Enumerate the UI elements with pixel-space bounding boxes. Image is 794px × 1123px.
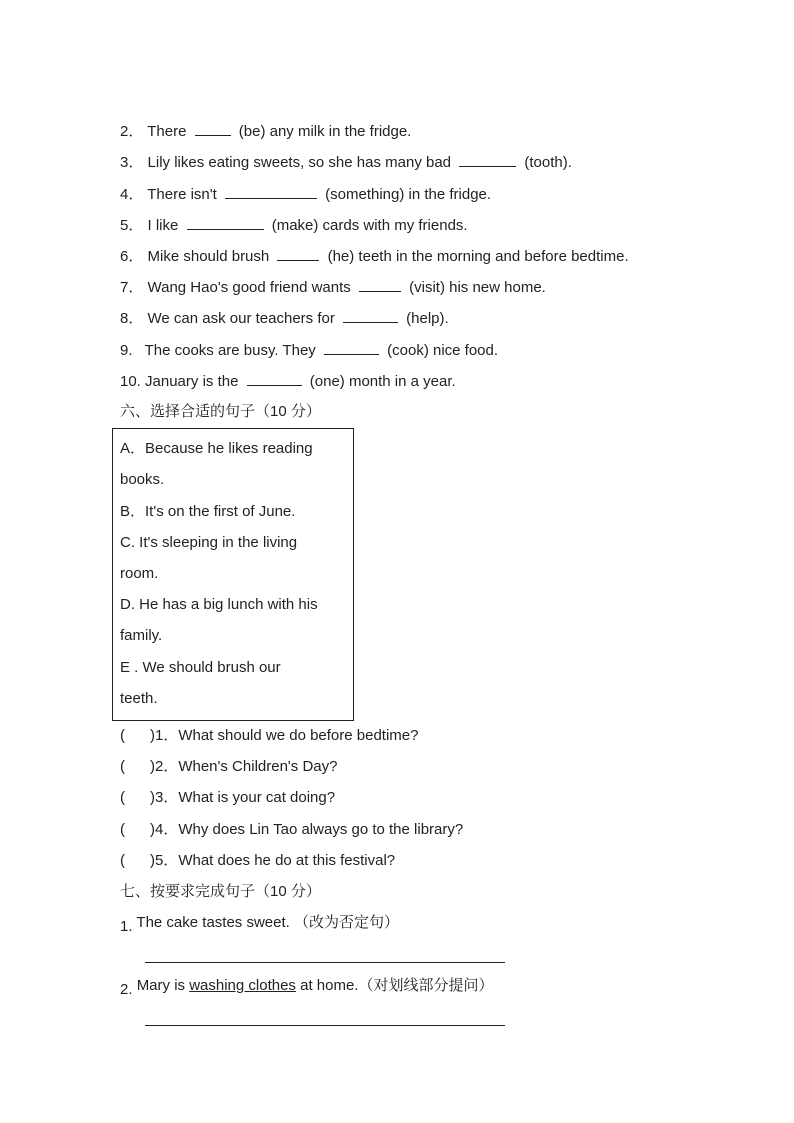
fill-item-2 <box>120 121 411 142</box>
question-1 <box>120 726 419 746</box>
answer-blank[interactable] <box>187 215 264 230</box>
answer-bracket[interactable]: ( ) <box>120 727 155 744</box>
option-line: family. <box>120 627 163 644</box>
item-hint: (tooth). <box>524 154 572 171</box>
answer-blank[interactable] <box>324 340 379 355</box>
fill-item-7 <box>120 277 546 298</box>
item-number: 8． <box>120 310 144 327</box>
fill-item-10 <box>120 371 456 392</box>
answer-blank[interactable] <box>343 308 398 323</box>
item-hint: (something) in the fridge. <box>325 186 492 203</box>
item-text: January is the <box>145 373 239 390</box>
rewrite-item-2 <box>120 976 493 996</box>
answer-line[interactable] <box>145 1025 505 1026</box>
item-hint: (make) cards with my friends. <box>271 217 468 234</box>
item-text: The cooks are busy. They <box>144 342 316 359</box>
question-text: 2．When's Children's Day? <box>155 758 338 775</box>
option-line: teeth. <box>120 690 158 707</box>
answer-bracket[interactable]: ( ) <box>120 758 155 775</box>
question-text: 1．What should we do before bedtime? <box>155 727 419 744</box>
answer-blank[interactable] <box>195 121 231 136</box>
question-text: 5．What does he do at this festival? <box>155 852 396 869</box>
item-hint: (visit) his new home. <box>409 279 546 296</box>
item-text: The cake tastes sweet. （改为否定句） <box>136 914 399 931</box>
answer-blank[interactable] <box>225 184 317 199</box>
item-number: 9. <box>120 342 133 359</box>
question-4 <box>120 820 463 840</box>
question-3 <box>120 788 335 808</box>
item-number: 5． <box>120 217 144 234</box>
item-number: 7． <box>120 279 144 296</box>
item-number: 10. <box>120 373 141 390</box>
item-hint: (cook) nice food. <box>387 342 499 359</box>
option-line: room. <box>120 565 159 582</box>
item-text: We can ask our teachers for <box>147 310 335 327</box>
answer-line[interactable] <box>145 962 505 963</box>
section-6-title: 六、选择合适的句子（10 分） <box>120 403 321 420</box>
item-number: 4． <box>120 186 144 203</box>
answer-blank[interactable] <box>459 152 516 167</box>
answer-bracket[interactable]: ( ) <box>120 789 155 806</box>
fill-item-9 <box>120 340 498 361</box>
item-number: 6． <box>120 248 144 265</box>
option-line: E . We should brush our <box>120 659 281 676</box>
answer-blank[interactable] <box>247 371 302 386</box>
item-text: There isn't <box>147 186 217 203</box>
item-text: Wang Hao's good friend wants <box>147 279 351 296</box>
option-line: A．Because he likes reading <box>120 440 313 457</box>
item-number: 1. <box>120 918 133 935</box>
rewrite-item-1 <box>120 913 399 933</box>
fill-item-6 <box>120 246 629 267</box>
question-text: 3．What is your cat doing? <box>155 789 336 806</box>
answer-blank[interactable] <box>277 246 319 261</box>
item-hint: (be) any milk in the fridge. <box>238 123 412 140</box>
option-line: B．It's on the first of June. <box>120 503 296 520</box>
item-text: There <box>147 123 187 140</box>
item-number: 2． <box>120 123 144 140</box>
option-line: D. He has a big lunch with his <box>120 596 318 613</box>
option-line: books. <box>120 471 165 488</box>
item-hint: (one) month in a year. <box>309 373 456 390</box>
item-text: Mary is <box>136 977 186 994</box>
answer-bracket[interactable]: ( ) <box>120 821 155 838</box>
item-hint: (he) teeth in the morning and before bedtime. <box>327 248 629 265</box>
underlined-phrase: washing clothes <box>189 977 296 994</box>
item-text: I like <box>147 217 179 234</box>
item-text: Lily likes eating sweets, so she has many bad <box>147 154 452 171</box>
option-line: C. It's sleeping in the living <box>120 534 298 551</box>
answer-bracket[interactable]: ( ) <box>120 852 155 869</box>
question-2 <box>120 757 337 777</box>
section-7-title: 七、按要求完成句子（10 分） <box>120 883 321 900</box>
answer-blank[interactable] <box>359 277 401 292</box>
item-text: Mike should brush <box>147 248 270 265</box>
item-number: 2. <box>120 981 133 998</box>
question-5 <box>120 851 395 871</box>
fill-item-5 <box>120 215 468 236</box>
question-text: 4．Why does Lin Tao always go to the library? <box>155 821 464 838</box>
item-number: 3． <box>120 154 144 171</box>
fill-item-4 <box>120 184 491 205</box>
item-hint: (help). <box>406 310 449 327</box>
fill-item-8 <box>120 308 449 329</box>
item-instruction: at home.（对划线部分提问） <box>300 977 494 994</box>
fill-item-3 <box>120 152 572 173</box>
